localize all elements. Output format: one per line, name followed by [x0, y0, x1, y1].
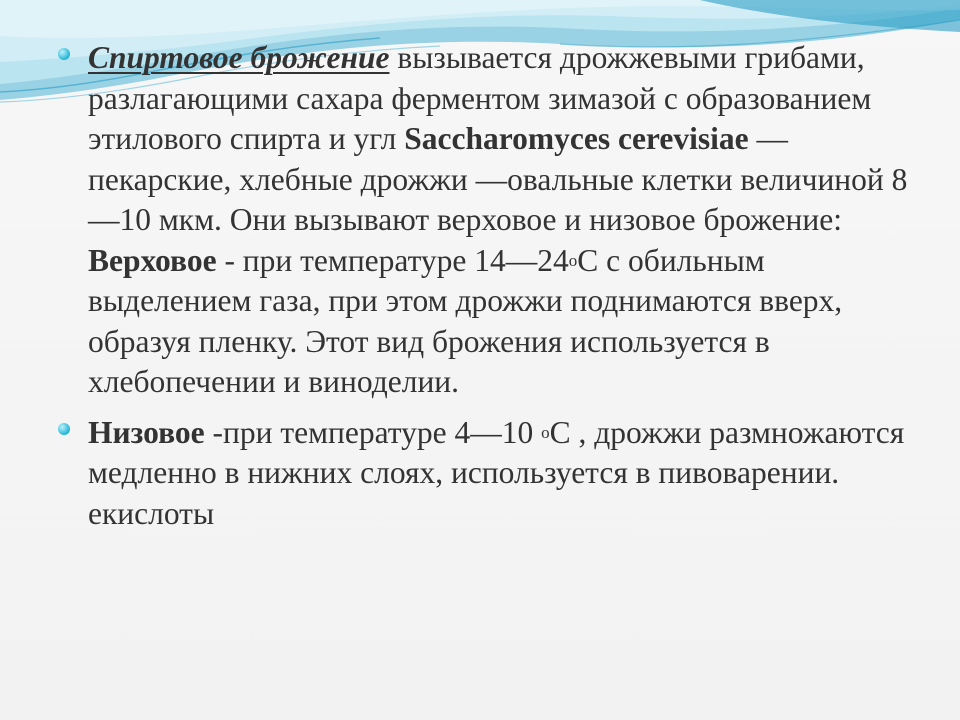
paragraph-bottom-fermentation [54, 413, 924, 535]
paragraph-text: С с обильным выделением газа, при этом дрожжи поднимаются вверх, образуя пленку. Этот вид брожения используется в хлебопечении и виноделии. [88, 242, 843, 399]
circle-bullet-icon [56, 46, 72, 62]
paragraph-text: вызывается дрожжевыми грибами, разлагающими сахара ферментом зимазой с образованием этилового спирта и угл [88, 40, 872, 156]
degree-sign: о [568, 250, 578, 270]
paragraph-text: С , дрожжи размножаются медленно в нижних слоях, используется в пивоварении. екислоты [88, 414, 905, 531]
circle-bullet-icon [56, 421, 72, 437]
term-top-fermentation: Верховое [88, 242, 217, 278]
paragraph-text: — пекарские, хлебные дрожжи —овальные клетки величиной 8—10 мкм. Они вызывают верховое и низовое брожение: [88, 121, 908, 237]
term-bottom-fermentation: Низовое [88, 414, 205, 450]
paragraph-text: -при температуре 4—10 [204, 414, 542, 450]
term-alcoholic-fermentation: Спиртовое брожение [88, 40, 390, 75]
slide-body [54, 38, 924, 534]
species-name: Saccharomyces cerevisiae [404, 121, 749, 156]
paragraph-text: - при температуре 14—24 [216, 242, 569, 278]
degree-sign: о [541, 422, 550, 442]
paragraph-alcoholic-fermentation [54, 38, 924, 403]
